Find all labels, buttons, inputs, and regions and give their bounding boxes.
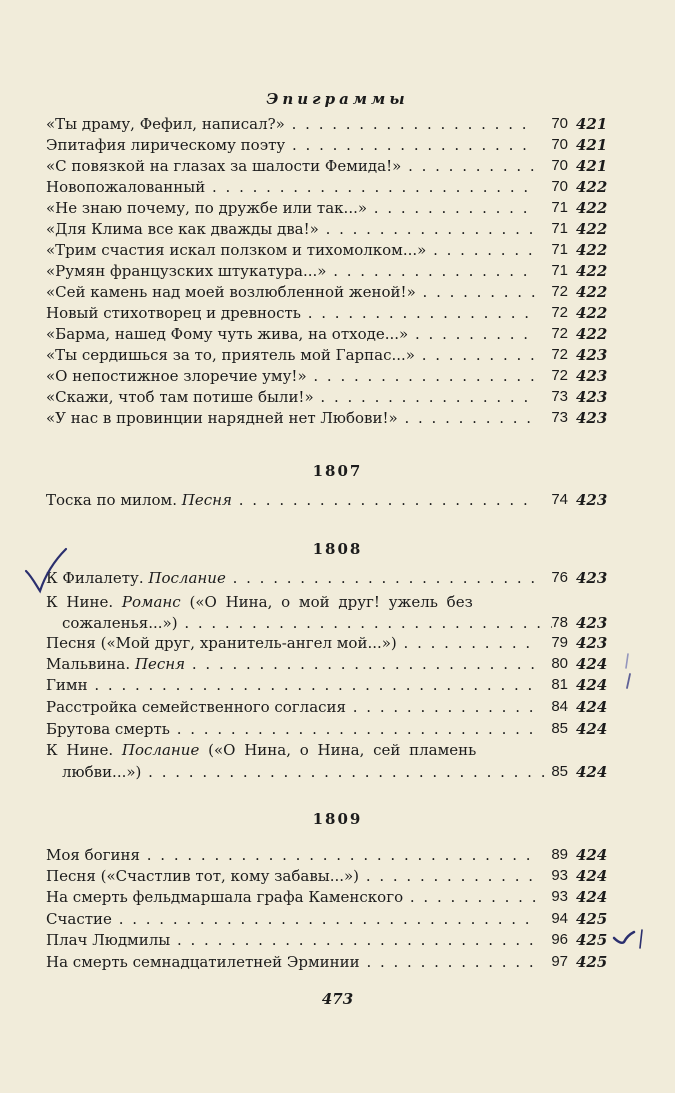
entry-page: 84 (551, 698, 568, 715)
entry-title: «Для Клима все как дважды два!» . . . (46, 219, 536, 239)
entry-commentary-page: 422 (576, 283, 608, 301)
entry-title: «Ты сердишься за то, приятель мой Гарпас...» . . . (46, 345, 536, 365)
toc-entry-line1 (46, 740, 608, 760)
entry-title: Плач Людмилы . . . (46, 930, 536, 950)
entry-commentary-page: 422 (576, 199, 608, 217)
entry-commentary-page: 425 (576, 953, 608, 971)
entry-page: 71 (551, 241, 568, 258)
toc-entry (46, 261, 608, 281)
entry-commentary-page: 423 (576, 634, 608, 652)
toc-entry (46, 952, 608, 972)
entry-page: 71 (551, 199, 568, 216)
section-heading-epigrams: Эпиграммы (266, 90, 409, 108)
page-number: 473 (321, 990, 354, 1008)
entry-commentary-page: 425 (576, 910, 608, 928)
entry-title: Песня («Мой друг, хранитель-ангел мой...») . . . (46, 633, 536, 653)
toc-entry (46, 219, 608, 239)
entry-commentary-page: 421 (576, 115, 608, 133)
entry-page: 97 (551, 953, 568, 970)
entry-commentary-page: 423 (576, 569, 608, 587)
entry-page: 89 (551, 846, 568, 863)
entry-page: 71 (551, 220, 568, 237)
entry-page: 72 (551, 367, 568, 384)
entry-commentary-page: 422 (576, 220, 608, 238)
entry-page: 71 (551, 262, 568, 279)
toc-entry (46, 240, 608, 260)
toc-entry (46, 719, 608, 739)
entry-page: 70 (551, 115, 568, 132)
entry-page: 74 (551, 491, 568, 508)
entry-commentary-page: 422 (576, 241, 608, 259)
entry-genre: Романс (121, 593, 181, 611)
entry-commentary-page: 422 (576, 325, 608, 343)
entry-page: 79 (551, 634, 568, 651)
entry-commentary-page: 424 (576, 720, 608, 738)
toc-entry (46, 866, 608, 886)
entry-title: К Нине. Послание («О Нина, о Нина, сей пламень (46, 741, 477, 759)
entry-commentary-page: 424 (576, 888, 608, 906)
entry-commentary-page: 424 (576, 655, 608, 673)
entry-title: «Не знаю почему, по дружбе или так...» . . . (46, 198, 536, 218)
entry-commentary-page: 424 (576, 763, 608, 781)
entry-commentary-page: 423 (576, 614, 608, 632)
pen-stroke-annotation (618, 652, 638, 692)
toc-entry (46, 156, 608, 176)
entry-title: На смерть фельдмаршала графа Каменского . . . (46, 887, 536, 907)
toc-entry-line1 (46, 592, 608, 612)
toc-entry (46, 697, 608, 717)
entry-page: 70 (551, 157, 568, 174)
toc-entry (46, 654, 608, 674)
toc-entry (46, 177, 608, 197)
entry-commentary-page: 422 (576, 262, 608, 280)
entry-page: 81 (551, 676, 568, 693)
entry-commentary-page: 424 (576, 846, 608, 864)
toc-entry-line2 (46, 762, 608, 782)
entry-title: «У нас в провинции нарядней нет Любови!» . . . (46, 408, 536, 428)
entry-commentary-page: 423 (576, 388, 608, 406)
entry-title: На смерть семнадцатилетней Эрминии . . . (46, 952, 536, 972)
entry-genre: Послание (148, 569, 226, 587)
entry-commentary-page: 422 (576, 304, 608, 322)
entry-page: 93 (551, 867, 568, 884)
entry-title: «Трим счастия искал ползком и тихомолком...» . . . (46, 240, 536, 260)
entry-title: Мальвина. Песня . . . (46, 654, 536, 674)
entry-page: 85 (551, 720, 568, 737)
entry-commentary-page: 423 (576, 491, 608, 509)
toc-entry (46, 408, 608, 428)
toc-entry (46, 366, 608, 386)
entry-genre: Послание (121, 741, 200, 759)
entry-commentary-page: 425 (576, 931, 608, 949)
toc-entry (46, 633, 608, 653)
toc-entry (46, 930, 608, 950)
entry-title: Гимн . . . (46, 675, 536, 695)
pen-tick-annotation (612, 928, 652, 952)
entry-page: 72 (551, 325, 568, 342)
entry-commentary-page: 422 (576, 178, 608, 196)
entry-commentary-page: 423 (576, 367, 608, 385)
entry-title: «Ты драму, Фефил, написал?» . . . (46, 114, 536, 134)
entry-page: 73 (551, 409, 568, 426)
entry-title: Новопожалованный . . . (46, 177, 536, 197)
entry-title: «Румян французских штукатура...» . . . (46, 261, 536, 281)
entry-title: К Филалету. Послание . . . (46, 568, 536, 588)
entry-title: «Сей камень над моей возлюбленной женой!» . . . (46, 282, 536, 302)
entry-commentary-page: 423 (576, 409, 608, 427)
entry-commentary-page: 424 (576, 698, 608, 716)
toc-entry (46, 887, 608, 907)
entry-commentary-page: 421 (576, 157, 608, 175)
entry-page: 94 (551, 910, 568, 927)
entry-genre: Песня (134, 655, 186, 673)
entry-page: 72 (551, 304, 568, 321)
entry-title: «Скажи, чтоб там потише были!» . . . (46, 387, 536, 407)
entry-page: 80 (551, 655, 568, 672)
entry-title: Новый стихотворец и древность . . . (46, 303, 536, 323)
toc-entry (46, 282, 608, 302)
toc-entry (46, 303, 608, 323)
entry-commentary-page: 424 (576, 676, 608, 694)
entry-title: «Барма, нашед Фому чуть жива, на отходе...» . . . (46, 324, 536, 344)
entry-title: Брутова смерть . . . (46, 719, 536, 739)
entry-commentary-page: 424 (576, 867, 608, 885)
entry-title: Эпитафия лирическому поэту . . . (46, 135, 536, 155)
section-heading-1809: 1809 (312, 810, 363, 828)
toc-entry-line2 (46, 613, 608, 633)
entry-commentary-page: 423 (576, 346, 608, 364)
toc-entry (46, 568, 608, 588)
checkmark-annotation (22, 545, 72, 595)
entry-title: Счастие . . . (46, 909, 536, 929)
toc-entry (46, 324, 608, 344)
toc-entry (46, 387, 608, 407)
section-heading-1808: 1808 (312, 540, 363, 558)
entry-genre: Песня (181, 491, 232, 509)
entry-title-continued: сожаленья...») . . . (46, 613, 552, 633)
entry-page: 70 (551, 136, 568, 153)
entry-title: К Нине. Романс («О Нина, о мой друг! ужель без (46, 593, 473, 611)
entry-title: Моя богиня . . . (46, 845, 536, 865)
entry-page: 78 (551, 614, 568, 631)
entry-title: «О непостижное злоречие уму!» . . . (46, 366, 536, 386)
entry-page: 73 (551, 388, 568, 405)
entry-title: Песня («Счастлив тот, кому забавы...») . . . (46, 866, 536, 886)
entry-title: Тоска по милом. Песня . . . (46, 490, 536, 510)
entry-commentary-page: 421 (576, 136, 608, 154)
toc-entry (46, 675, 608, 695)
entry-page: 70 (551, 178, 568, 195)
toc-entry (46, 845, 608, 865)
section-heading-1807: 1807 (312, 462, 363, 480)
entry-title-continued: любви...») . . . (46, 762, 552, 782)
entry-title: «С повязкой на глазах за шалости Фемида!» . . . (46, 156, 536, 176)
entry-title: Расстройка семейственного согласия . . . (46, 697, 536, 717)
toc-entry (46, 909, 608, 929)
entry-page: 72 (551, 283, 568, 300)
entry-page: 72 (551, 346, 568, 363)
toc-entry (46, 198, 608, 218)
toc-entry (46, 135, 608, 155)
toc-entry (46, 490, 608, 510)
entry-page: 96 (551, 931, 568, 948)
entry-page: 76 (551, 569, 568, 586)
entry-page: 93 (551, 888, 568, 905)
toc-entry (46, 114, 608, 134)
toc-entry (46, 345, 608, 365)
entry-page: 85 (551, 763, 568, 780)
